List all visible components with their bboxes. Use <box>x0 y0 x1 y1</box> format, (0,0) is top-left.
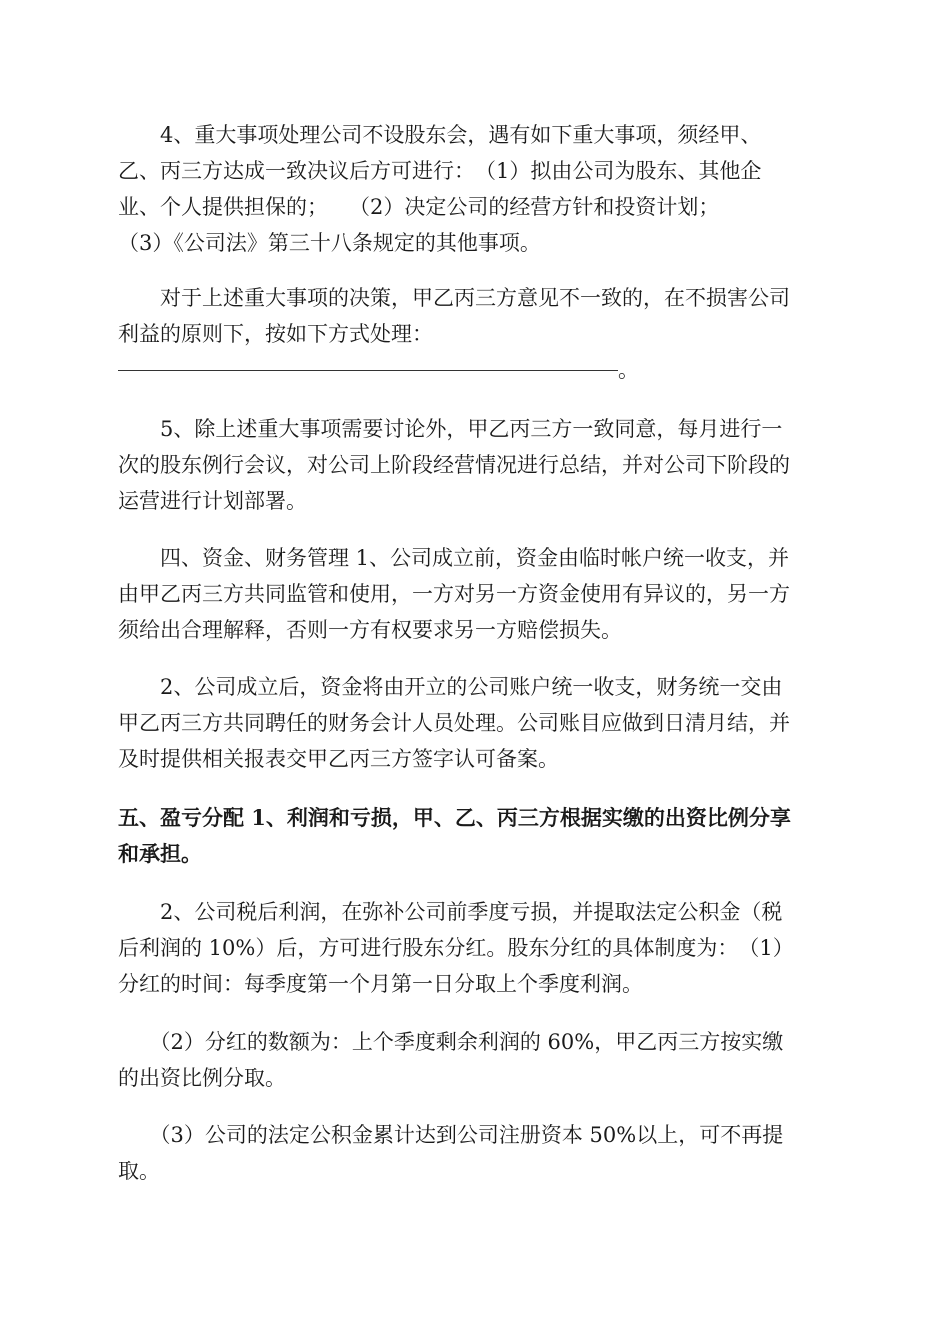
paragraph-dividend-amount <box>118 1024 830 1096</box>
text-line: （2）分红的数额为：上个季度剩余利润的 60%，甲乙丙三方按实缴 <box>118 1030 784 1054</box>
text-line: 乙、丙三方达成一致决议后方可进行： （1）拟由公司为股东、其他企 <box>118 159 762 183</box>
underline-blank <box>118 370 618 371</box>
text-line: 4、重大事项处理公司不设股东会，遇有如下重大事项，须经甲、 <box>118 123 762 147</box>
text-line: 甲乙丙三方共同聘任的财务会计人员处理。公司账目应做到日清月结，并 <box>118 711 790 735</box>
text-line: 五、盈亏分配 1、利润和亏损，甲、乙、丙三方根据实缴的出资比例分享 <box>118 805 791 830</box>
paragraph-funds-before <box>118 540 830 648</box>
paragraph-major-matters <box>118 117 830 261</box>
text-line: （3）公司的法定公积金累计达到公司注册资本 50%以上，可不再提 <box>118 1123 784 1147</box>
text-line: 利益的原则下，按如下方式处理： <box>118 322 433 346</box>
section-heading-profit-loss <box>118 800 830 872</box>
text-line: 后利润的 10%）后，方可进行股东分红。股东分红的具体制度为： （1） <box>118 936 794 960</box>
text-line: （3）《公司法》第三十八条规定的其他事项。 <box>118 231 541 255</box>
text-line: 业、个人提供担保的； （2）决定公司的经营方针和投资计划； <box>118 195 720 219</box>
text-line: 四、资金、财务管理 1、公司成立前，资金由临时帐户统一收支，并 <box>118 546 790 570</box>
paragraph-reserve-fund <box>118 1117 830 1189</box>
blank-suffix: 。 <box>618 358 639 382</box>
text-line: 取。 <box>118 1159 160 1183</box>
text-line: 对于上述重大事项的决策，甲乙丙三方意见不一致的，在不损害公司 <box>118 286 790 310</box>
paragraph-funds-after <box>118 669 830 777</box>
paragraph-after-tax-profit <box>118 894 830 1002</box>
text-line: 次的股东例行会议，对公司上阶段经营情况进行总结，并对公司下阶段的 <box>118 453 790 477</box>
text-line: 须给出合理解释，否则一方有权要求另一方赔偿损失。 <box>118 618 622 642</box>
text-line: 及时提供相关报表交甲乙丙三方签字认可备案。 <box>118 747 559 771</box>
text-line: 分红的时间：每季度第一个月第一日分取上个季度利润。 <box>118 972 643 996</box>
text-line: 5、除上述重大事项需要讨论外，甲乙丙三方一致同意，每月进行一 <box>118 417 783 441</box>
text-line: 2、公司税后利润，在弥补公司前季度亏损，并提取法定公积金（税 <box>118 900 783 924</box>
text-line: 由甲乙丙三方共同监管和使用，一方对另一方资金使用有异议的，另一方 <box>118 582 790 606</box>
paragraph-monthly-meeting <box>118 411 830 519</box>
text-line: 运营进行计划部署。 <box>118 489 307 513</box>
paragraph-dispute-resolution <box>118 280 830 388</box>
text-line: 和承担。 <box>118 841 202 866</box>
blank-fill-line <box>118 352 830 388</box>
text-line: 2、公司成立后，资金将由开立的公司账户统一收支，财务统一交由 <box>118 675 783 699</box>
text-line: 的出资比例分取。 <box>118 1066 286 1090</box>
